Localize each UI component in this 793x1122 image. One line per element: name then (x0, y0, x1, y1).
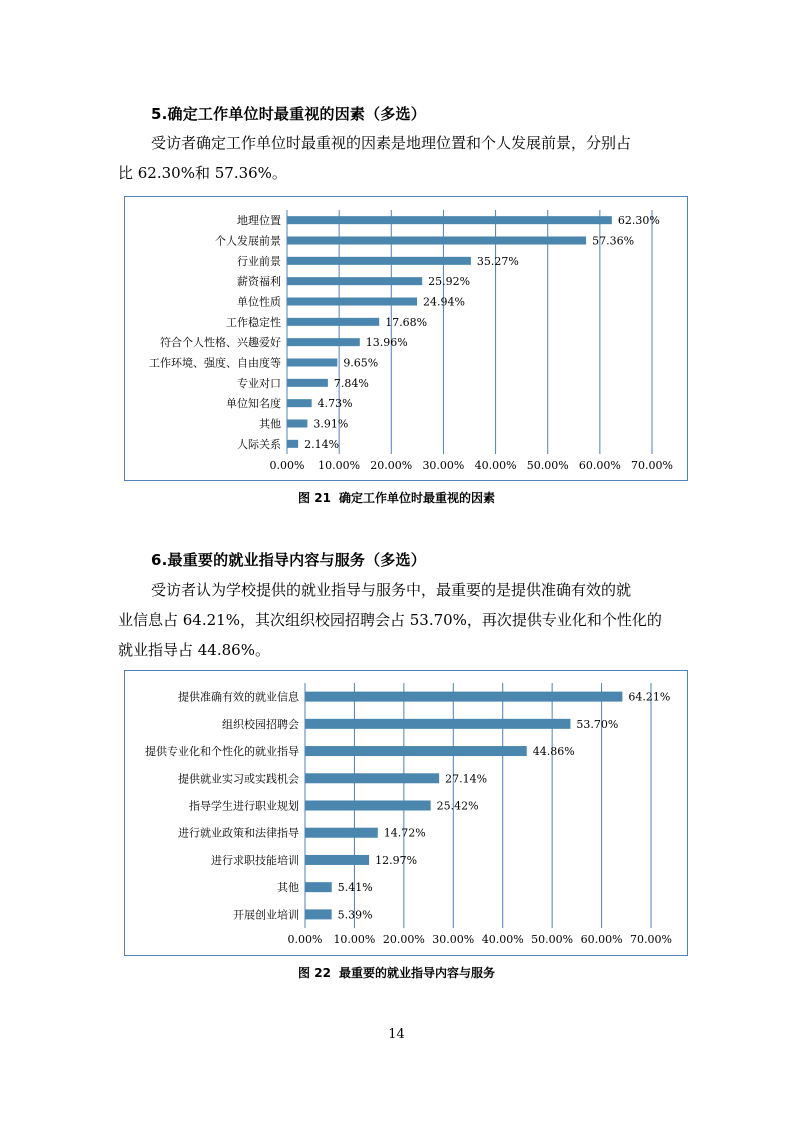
bar (305, 801, 431, 811)
bar (287, 379, 328, 387)
bar (305, 909, 332, 919)
category-label: 工作环境、强度、自由度等 (149, 356, 281, 370)
figure-caption-21 (0, 489, 793, 506)
bar (287, 216, 612, 224)
data-label: 25.42% (436, 799, 479, 813)
x-tick-label: 50.00% (531, 933, 574, 946)
bar (287, 359, 337, 367)
chart-work-unit-factors (124, 196, 688, 481)
data-label: 64.21% (628, 690, 671, 704)
category-label: 提供就业实习或实践机会 (178, 772, 299, 786)
category-label: 人际关系 (237, 437, 281, 451)
category-label: 符合个人性格、兴趣爱好 (160, 336, 281, 350)
x-tick-label: 70.00% (630, 933, 672, 946)
bar (287, 298, 417, 306)
category-label: 提供准确有效的就业信息 (178, 690, 299, 704)
caption-text: 确定工作单位时最重视的因素 (338, 491, 495, 505)
bar (287, 318, 379, 326)
data-label: 7.84% (333, 376, 369, 390)
category-label: 工作稳定性 (226, 315, 281, 329)
category-label: 个人发展前景 (215, 234, 281, 248)
data-label: 17.68% (385, 315, 428, 329)
section-5-paragraph (118, 128, 678, 188)
category-label: 地理位置 (237, 214, 281, 228)
bar (305, 828, 378, 838)
data-label: 2.14% (304, 437, 340, 451)
data-label: 57.36% (592, 234, 635, 248)
section-heading-5: 5.确定工作单位时最重视的因素（多选） (151, 105, 426, 123)
x-tick-label: 20.00% (382, 933, 425, 946)
data-label: 5.39% (337, 908, 373, 922)
x-tick-label: 40.00% (481, 933, 524, 946)
x-tick-label: 10.00% (333, 933, 376, 946)
data-label: 9.65% (343, 356, 379, 370)
x-tick-label: 20.00% (370, 459, 413, 472)
section-6-paragraph (118, 575, 678, 665)
category-label: 开展创业培训 (233, 908, 299, 922)
x-tick-label: 30.00% (432, 933, 475, 946)
category-label: 专业对口 (237, 376, 281, 390)
data-label: 4.73% (317, 397, 353, 411)
x-tick-label: 60.00% (580, 933, 623, 946)
bar (305, 855, 369, 865)
data-label: 35.27% (476, 254, 519, 268)
x-tick-label: 0.00% (269, 459, 305, 472)
data-label: 53.70% (576, 717, 619, 731)
category-label: 进行就业政策和法律指导 (178, 826, 299, 840)
bar (305, 719, 570, 729)
chart-employment-guidance (124, 670, 688, 956)
x-tick-label: 10.00% (318, 459, 361, 472)
bar (287, 399, 312, 407)
chart-svg (125, 197, 687, 480)
paragraph-line: 受访者认为学校提供的就业指导与服务中，最重要的是提供准确有效的就 (151, 581, 632, 599)
bar (305, 773, 439, 783)
bar (305, 882, 332, 892)
category-label: 薪资福利 (237, 275, 281, 289)
paragraph-line: 受访者确定工作单位时最重视的因素是地理位置和个人发展前景，分别占 (151, 134, 632, 152)
bar (287, 237, 586, 245)
category-label: 其他 (277, 881, 299, 895)
bar (287, 257, 471, 265)
bar (287, 338, 360, 346)
category-label: 进行求职技能培训 (211, 853, 299, 867)
data-label: 44.86% (532, 745, 575, 759)
data-label: 3.91% (313, 417, 349, 431)
data-label: 14.72% (383, 826, 426, 840)
category-label: 提供专业化和个性化的就业指导 (145, 745, 299, 759)
category-label: 单位性质 (237, 295, 281, 309)
paragraph-line: 就业指导占 44.86%。 (118, 641, 270, 659)
chart-svg (125, 671, 687, 955)
category-label: 单位知名度 (226, 397, 281, 411)
paragraph-line: 比 62.30%和 57.36%。 (118, 164, 287, 182)
data-label: 62.30% (617, 214, 660, 228)
x-tick-label: 70.00% (631, 459, 673, 472)
data-label: 13.96% (365, 336, 408, 350)
data-label: 5.41% (337, 881, 373, 895)
page-number: 14 (388, 1027, 405, 1042)
x-tick-label: 50.00% (526, 459, 569, 472)
x-tick-label: 30.00% (422, 459, 465, 472)
data-label: 27.14% (445, 772, 488, 786)
bar (305, 692, 622, 702)
bar (287, 440, 298, 448)
figure-caption-22 (0, 964, 793, 981)
category-label: 指导学生进行职业规划 (189, 799, 299, 813)
caption-number: 图 21 (298, 491, 331, 505)
paragraph-line: 业信息占 64.21%，其次组织校园招聘会占 53.70%，再次提供专业化和个性化的 (118, 611, 662, 629)
category-label: 其他 (259, 417, 281, 431)
data-label: 25.92% (428, 275, 471, 289)
caption-text: 最重要的就业指导内容与服务 (338, 966, 495, 980)
x-tick-label: 40.00% (474, 459, 517, 472)
bar (287, 420, 307, 428)
caption-number: 图 22 (298, 966, 331, 980)
x-tick-label: 60.00% (578, 459, 621, 472)
category-label: 行业前景 (237, 254, 281, 268)
category-label: 组织校园招聘会 (222, 717, 299, 731)
data-label: 24.94% (423, 295, 465, 309)
bar (305, 746, 527, 756)
bar (287, 277, 422, 285)
section-heading-6: 6.最重要的就业指导内容与服务（多选） (151, 551, 426, 569)
data-label: 12.97% (375, 853, 418, 867)
x-tick-label: 0.00% (287, 933, 323, 946)
